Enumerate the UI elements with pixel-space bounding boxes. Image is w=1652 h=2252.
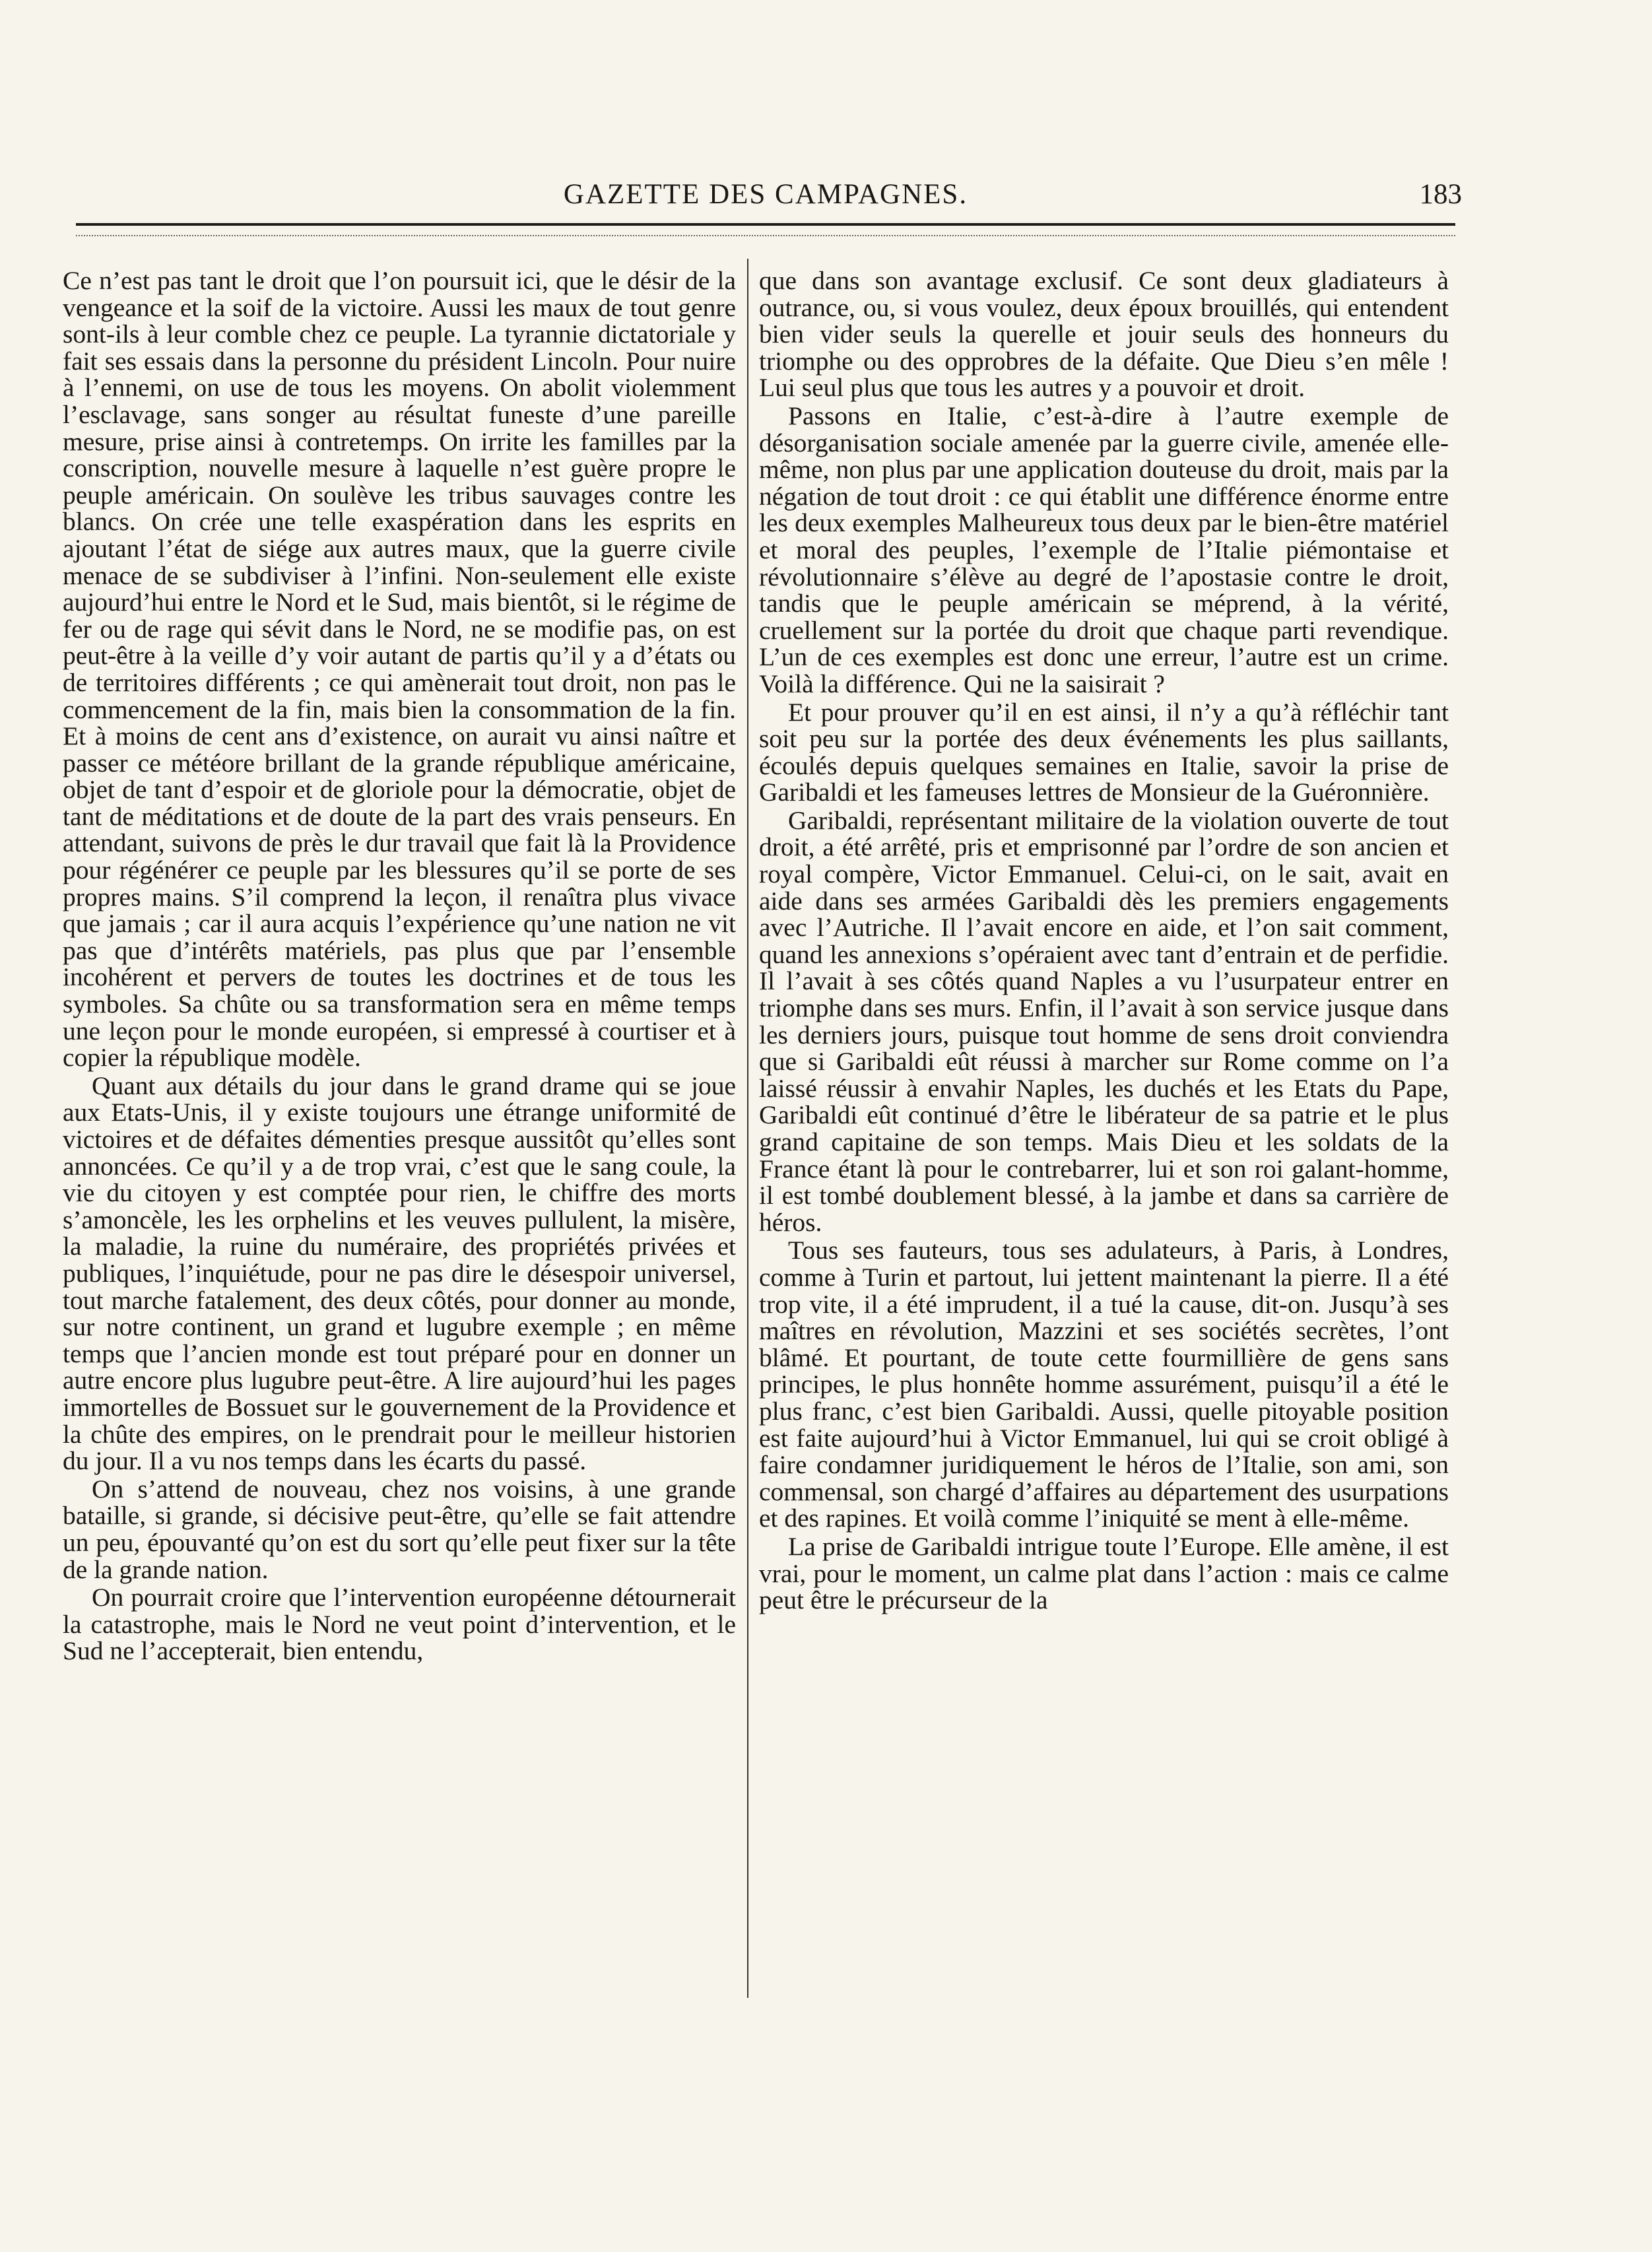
- right-column: [759, 267, 1449, 2003]
- paragraph: Ce n’est pas tant le droit que l’on poursuit ici, que le désir de la vengeance et la soif de la victoire. Aussi les maux de tout genre sont-ils à leur comble chez ce peuple. La tyrannie dictatoriale y fait ses essais dans la personne du président Lincoln. Pour nuire à l’ennemi, on use de tous les moyens. On abolit violemment l’esclavage, sans songer au résultat funeste d’une pareille mesure, prise ainsi à contretemps. On irrite les familles par la conscription, nouvelle mesure à laquelle n’est guère propre le peuple américain. On soulève les tribus sauvages contre les blancs. On crée une telle exaspération dans les esprits en ajoutant l’état de siége aux autres maux, que la guerre civile menace de se subdiviser à l’infini. Non-seulement elle existe aujourd’hui entre le Nord et le Sud, mais bientôt, si le régime de fer ou de rage qui sévit dans le Nord, ne se modifie pas, on est peut-être à la veille d’y voir autant de partis qu’il y a d’états ou de territoires différents ; ce qui amènerait tout droit, non pas le commencement de la fin, mais bien la consommation de la fin. Et à moins de cent ans d’existence, on aurait vu ainsi naître et passer ce météore brillant de la grande république américaine, objet de tant d’espoir et de gloriole pour la démocratie, objet de tant de méditations et de doute de la part des vrais penseurs. En attendant, suivons de près le dur travail que fait là la Providence pour régénérer ce peuple par les blessures qu’il se porte de ses propres mains. S’il comprend la leçon, il renaîtra plus vivace que jamais ; car il aura acquis l’expérience qu’une nation ne vit pas que d’intérêts matériels, pas plus que par l’ensemble incohérent et pervers de toutes les doctrines et de tous les symboles. Sa chûte ou sa transformation sera en même temps une leçon pour le monde européen, si empressé à courtiser et à copier la république modèle.: [63, 267, 736, 1073]
- paragraph: On pourrait croire que l’intervention européenne détournerait la catastrophe, mais le Nord ne veut point d’intervention, et le Sud ne l’accepterait, bien entendu,: [63, 1583, 736, 1666]
- paragraph: Et pour prouver qu’il en est ainsi, il n’y a qu’à réfléchir tant soit peu sur la portée des deux événements les plus saillants, écoulés depuis quelques semaines en Italie, savoir la prise de Garibaldi et les fameuses lettres de Monsieur de la Guéronnière.: [759, 697, 1449, 807]
- header-rule: [76, 223, 1455, 226]
- paragraph: Passons en Italie, c’est-à-dire à l’autre exemple de désorganisation sociale amenée par la guerre civile, amenée elle-même, non plus par une application douteuse du droit, mais par la négation de tout droit : ce qui établit une différence énorme entre les deux exemples Malheureux tous deux par le bien-être matériel et moral des peuples, l’exemple de l’Italie piémontaise et révolutionnaire s’élève au degré de l’apostasie contre le droit, tandis que le peuple américain se méprend, à la vérité, cruellement sur la portée du droit que chaque parti revendique. L’un de ces exemples est donc une erreur, l’autre est un crime. Voilà la différence. Qui ne la saisirait ?: [759, 401, 1449, 698]
- left-column: [63, 267, 736, 2003]
- column-divider: [747, 259, 748, 1998]
- running-head: [76, 178, 1462, 224]
- paragraph: que dans son avantage exclusif. Ce sont deux gladiateurs à outrance, ou, si vous voulez, deux époux brouillés, qui entendent bien vider seuls la querelle et jouir seuls des honneurs du triomphe ou des opprobres de la défaite. Que Dieu s’en mêle ! Lui seul plus que tous les autres y a pouvoir et droit.: [759, 267, 1449, 403]
- paragraph: Garibaldi, représentant militaire de la violation ouverte de tout droit, a été arrêté, pris et emprisonné par l’ordre de son ancien et royal compère, Victor Emmanuel. Celui-ci, on le sait, avait en aide dans ses armées Garibaldi dès les premiers engagements avec l’Autriche. Il l’avait encore en aide, et l’on sait comment, quand les annexions s’opéraient avec tant d’entrain et de perfidie. Il l’avait à ses côtés quand Naples a vu l’usurpateur entrer en triomphe dans ses murs. Enfin, il l’avait à son service jusque dans les derniers jours, puisque tout homme de sens droit conviendra que si Garibaldi eût réussi à marcher sur Rome comme on l’a laissé réussir à envahir Naples, les duchés et les Etats du Pape, Garibaldi eût continué d’être le libérateur de sa patrie et le plus grand capitaine de son temps. Mais Dieu et les soldats de la France étant là pour le contrebarrer, lui et son roi galant-homme, il est tombé doublement blessé, à la jambe et dans sa carrière de héros.: [759, 805, 1449, 1237]
- page-title: GAZETTE DES CAMPAGNES.: [563, 179, 968, 210]
- paragraph: On s’attend de nouveau, chez nos voisins, à une grande bataille, si grande, si décisive peut-être, qu’elle se fait attendre un peu, épouvanté qu’on est du sort qu’elle peut fixer sur la tête de la grande nation.: [63, 1474, 736, 1584]
- paragraph: La prise de Garibaldi intrigue toute l’Europe. Elle amène, il est vrai, pour le moment, un calme plat dans l’action : mais ce calme peut être le précurseur de la: [759, 1531, 1449, 1615]
- paragraph: Quant aux détails du jour dans le grand drame qui se joue aux Etats-Unis, il y existe toujours une étrange uniformité de victoires et de défaites démenties presque aussitôt qu’elles sont annoncées. Ce qu’il y a de trop vrai, c’est que le sang coule, la vie du citoyen y est comptée pour rien, le chiffre des morts s’amoncèle, les les orphelins et les veuves pullulent, la misère, la maladie, la ruine du numéraire, des propriétés privées et publiques, l’inquiétude, pour ne pas dire le désespoir universel, tout marche fatalement, des deux côtés, pour donner au monde, sur notre continent, un grand et lugubre exemple ; en même temps que l’ancien monde est tout préparé pour en donner un autre encore plus lugubre peut-être. A lire aujourd’hui les pages immortelles de Bossuet sur le gouvernement de la Providence et la chûte des empires, on le prendrait pour le meilleur historien du jour. Il a vu nos temps dans les écarts du passé.: [63, 1071, 736, 1476]
- header-rule-dotted: [76, 235, 1455, 236]
- page-number: 183: [1419, 179, 1462, 210]
- paragraph: Tous ses fauteurs, tous ses adulateurs, à Paris, à Londres, comme à Turin et partout, lui jettent maintenant la pierre. Il a été trop vite, il a été imprudent, il a tué la cause, dit-on. Jusqu’à ses maîtres en révolution, Mazzini et ses sociétés secrètes, l’ont blâmé. Et pourtant, de toute cette fourmillière de gens sans principes, le plus honnête homme assurément, puisqu’il a été le plus franc, c’est bien Garibaldi. Aussi, quelle pitoyable position est faite aujourd’hui à Victor Emmanuel, lui qui se croit obligé à faire condamner juridiquement le héros de l’Italie, son ami, son commensal, son chargé d’affaires au département des usurpations et des rapines. Et voilà comme l’iniquité se ment à elle-même.: [759, 1236, 1449, 1533]
